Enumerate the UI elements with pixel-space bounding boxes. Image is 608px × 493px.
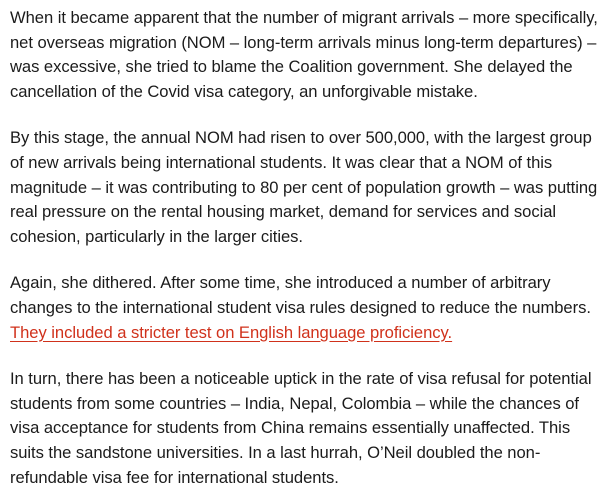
paragraph-text: In turn, there has been a noticeable uptick in the rate of visa refusal for potential students from some countries – India, Nepal, Colombia – while the chances of visa acceptance for students from China remains essentially unaffected. This suits the sandstone universities. In a last hurrah, O’Neil doubled the non-refundable visa fee for international students. [10,369,592,487]
paragraph-nom-growth [10,126,598,249]
paragraph-migration-intro [10,6,598,104]
paragraph-visa-changes [10,271,598,345]
paragraph-text: When it became apparent that the number of migrant arrivals – more specifically, net overseas migration (NOM – long-term arrivals minus long-term departures) – was excessive, she tried to blame the Coalition government. She delayed the cancellation of the Covid visa category, an unforgivable mistake. [10,8,598,101]
paragraph-text: By this stage, the annual NOM had risen to over 500,000, with the largest group of new arrivals being international students. It was clear that a NOM of this magnitude – it was contributing to 80 per cent of population growth – was putting real pressure on the rental housing market, demand for services and social cohesion, particularly in the larger cities. [10,128,598,246]
english-test-link[interactable]: They included a stricter test on English language proficiency. [10,322,453,342]
paragraph-text: Again, she dithered. After some time, she introduced a number of arbitrary changes to the international student visa rules designed to reduce the numbers. [10,273,591,317]
paragraph-visa-refusal [10,367,598,490]
